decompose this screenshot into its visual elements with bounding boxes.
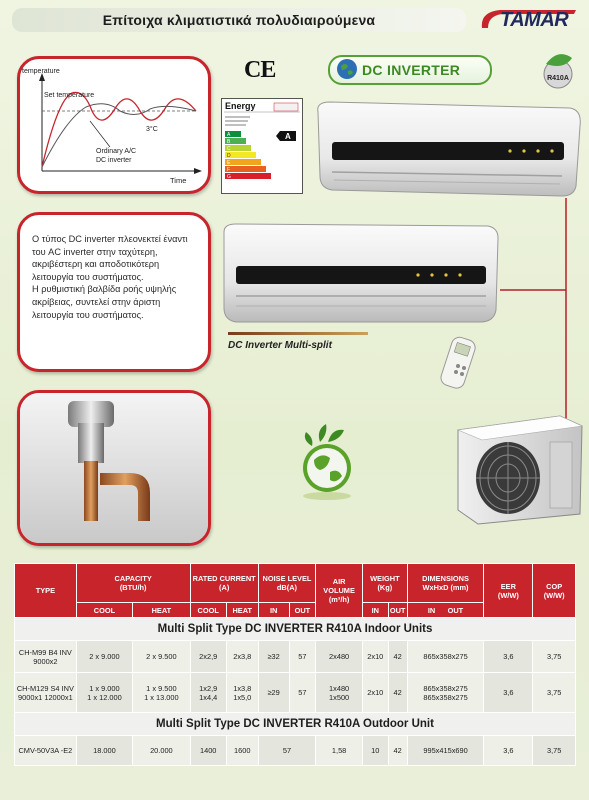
ordinary-ac-label: Ordinary A/C [96,148,137,155]
cell-dims: 995x415x690 [407,736,484,766]
air-volume-label: AIR VOLUME [323,577,355,595]
cell-dims: 865x358x275 [407,641,484,673]
dc-inverter-label: DC INVERTER [362,62,461,78]
sub-weight-out: OUT [388,603,407,618]
indoor-unit-lower-image [218,222,502,326]
capacity-unit: (BTU/h) [119,583,147,592]
cell-w-out: 42 [388,673,407,713]
sub-dims-in-out [407,603,484,618]
table-row-outdoor [15,736,576,766]
delta-label: 3°C [146,126,158,133]
energy-class: A [285,132,291,141]
sub-weight-in: IN [363,603,389,618]
cell-rc-cool: 1400 [190,736,226,766]
noise-unit: dB(A) [276,583,298,592]
header-bar [12,8,466,32]
temperature-graph-panel [17,56,211,194]
outdoor-unit-image [454,410,584,526]
cell-rc-heat: 1600 [226,736,258,766]
capacity-label: CAPACITY [114,574,152,583]
cell-noise: 57 [258,736,315,766]
dimensions-unit: WxHxD (mm) [422,583,469,592]
col-cop [533,564,576,618]
band-c: C [227,146,231,152]
cell-rc-heat: 1x3,8 1x5,0 [226,673,258,713]
band-a: A [227,132,231,138]
cell-w-in: 10 [363,736,389,766]
rated-current-unit: (A) [219,583,230,592]
refrigerant-label: R410A [547,75,569,82]
outdoor-unit [454,410,584,526]
col-rated-current [190,564,258,603]
col-dimensions [407,564,484,603]
cell-type: CH-M129 S4 INV 9000x1 12000x1 [15,673,77,713]
description-paragraph-2: Η ρυθμιστική βαλβίδα ροής υψηλής ακρίβειας, συντελεί στην άριστη λειτουργία του συστήματος. [32,284,177,320]
section-outdoor: Multi Split Type DC INVERTER R410A Outdoor Unit [15,713,576,736]
cell-w-out: 42 [388,736,407,766]
cell-cop: 3,75 [533,641,576,673]
sub-rc-cool: COOL [190,603,226,618]
cell-noise-in: ≥32 [258,641,289,673]
weight-label: WEIGHT [370,574,400,583]
table-header-row-1 [15,564,576,603]
temperature-graph [20,59,208,191]
cell-noise-out: 57 [289,673,316,713]
globe-icon [336,58,358,80]
indoor-unit-upper [312,98,584,200]
set-temperature-label: Set temperature [44,92,95,99]
x-axis-label: Time [170,176,187,185]
remote-control-image [440,336,478,390]
cop-label: COP [546,581,563,591]
sub-cool: COOL [76,603,132,618]
table-row [15,673,576,713]
energy-label [221,98,303,194]
dc-inverter-label: DC inverter [96,157,132,164]
cell-dims: 865x358x275 865x358x275 [407,673,484,713]
valve-image-panel [17,390,211,546]
cell-w-out: 42 [388,641,407,673]
rated-current-label: RATED CURRENT [192,574,256,583]
sub-heat: HEAT [133,603,190,618]
band-e: E [227,160,231,166]
section-outdoor-row [15,713,576,736]
air-volume-unit: (m³/h) [328,595,350,604]
indoor-unit-lower [218,222,502,326]
energy-rating-chart [222,99,302,193]
band-d: D [227,153,231,159]
noise-label: NOISE LEVEL [262,574,312,583]
cell-eer: 3,6 [484,673,533,713]
col-type: TYPE [15,564,77,618]
r410a-badge [538,50,578,90]
ce-mark: CE [244,57,276,83]
flow-valve-image [20,393,208,543]
cell-air: 1x480 1x500 [316,673,363,713]
dimensions-label: DIMENSIONS [422,574,469,583]
cell-eer: 3,6 [484,736,533,766]
dc-inverter-badge [328,55,492,85]
caption-bar [228,332,368,335]
cell-cop: 3,75 [533,736,576,766]
cell-w-in: 2x10 [363,673,389,713]
energy-title: Energy [225,101,256,111]
dims-in-label: IN [427,605,436,615]
remote-control [440,336,478,390]
product-caption: DC Inverter Multi-split [228,340,332,351]
band-b: B [227,139,231,145]
cell-type: CMV-50V3A -E2 [15,736,77,766]
sub-noise-out: OUT [289,603,316,618]
band-g: G [227,174,231,180]
cell-w-in: 2x10 [363,641,389,673]
sub-rc-heat: HEAT [226,603,258,618]
cell-cool: 1 x 9.000 1 x 12.000 [76,673,132,713]
cell-cop: 3,75 [533,673,576,713]
weight-unit: (Kg) [377,583,393,592]
brand-name: TAMAR [500,9,569,31]
eer-unit: (W/W) [497,590,519,600]
eer-label: EER [500,581,516,591]
cop-unit: (W/W) [543,590,565,600]
col-noise [258,564,315,603]
description-panel [17,212,211,372]
cell-heat: 1 x 9.500 1 x 13.000 [133,673,190,713]
cell-rc-heat: 2x3,8 [226,641,258,673]
cell-noise-out: 57 [289,641,316,673]
col-eer [484,564,533,618]
page-title: Επίτοιχα κλιματιστικά πολυδιαιρούμενα [102,12,376,28]
cell-heat: 20.000 [133,736,190,766]
description-text [32,233,200,321]
description-paragraph-1: Ο τύπος DC inverter πλεονεκτεί έναντι του AC inverter στην ταχύτερη, ακριβέστερη και αποδοτικότερη λειτουργία του συστήματος. [32,234,188,282]
cell-air: 1,58 [316,736,363,766]
leaf-icon [538,50,578,90]
spec-table [14,563,576,766]
table-row [15,641,576,673]
col-air-volume [316,564,363,618]
sub-noise-in: IN [258,603,289,618]
cell-cool: 18.000 [76,736,132,766]
eco-globe-icon [292,420,362,502]
brand-logo [478,6,580,34]
section-indoor: Multi Split Type DC INVERTER R410A Indoor Units [15,618,576,641]
band-f: F [227,167,231,173]
indoor-unit-image [312,98,584,200]
cell-type: CH-M99 B4 INV 9000x2 [15,641,77,673]
dims-out-label: OUT [447,605,464,615]
section-indoor-row [15,618,576,641]
cell-heat: 2 x 9.500 [133,641,190,673]
cell-rc-cool: 2x2,9 [190,641,226,673]
y-axis-label: temperature [22,68,60,75]
col-capacity [76,564,190,603]
cell-eer: 3,6 [484,641,533,673]
cell-cool: 2 x 9.000 [76,641,132,673]
cell-air: 2x480 [316,641,363,673]
cell-rc-cool: 1x2,9 1x4,4 [190,673,226,713]
col-weight [363,564,408,603]
eco-globe [292,420,362,502]
cell-noise-in: ≥29 [258,673,289,713]
